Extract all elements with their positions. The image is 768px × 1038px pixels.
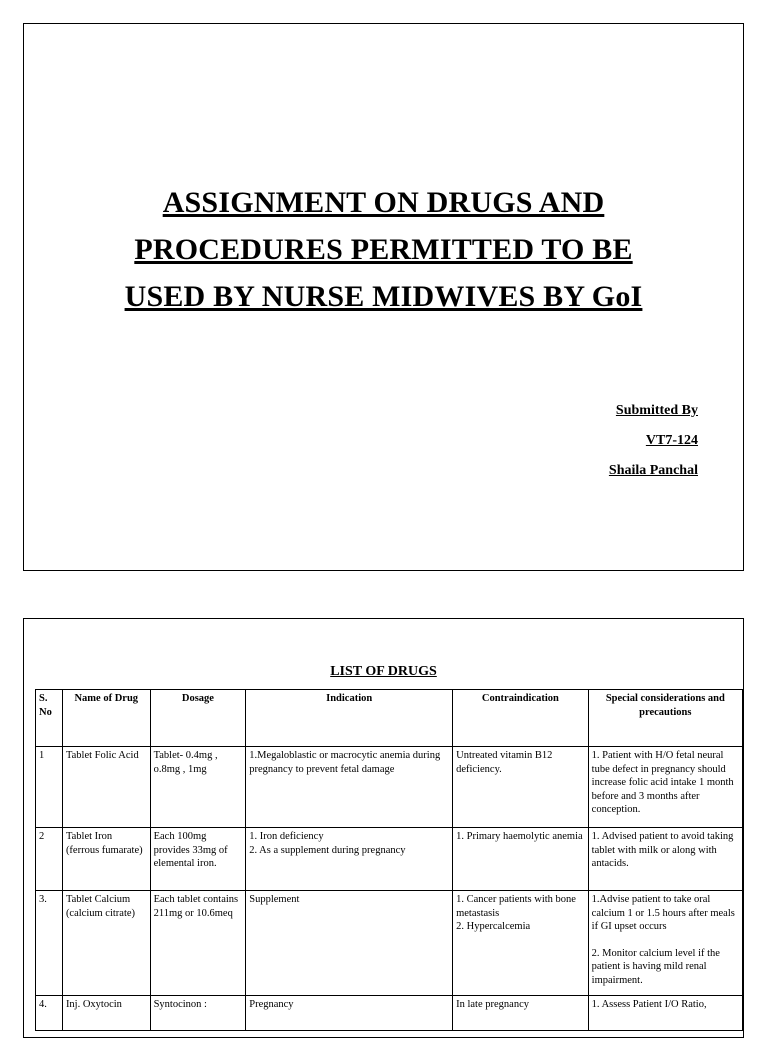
cell-indication: Supplement	[246, 891, 453, 996]
submission-block	[609, 396, 698, 486]
table-header-row	[36, 690, 743, 747]
cell-contraindication: In late pregnancy	[453, 996, 589, 1031]
cell-name: Tablet Folic Acid	[62, 747, 150, 828]
cell-sno: 1	[36, 747, 63, 828]
cell-special	[588, 891, 742, 996]
contraindication-item: 2. Hypercalcemia	[456, 921, 531, 932]
header-name: Name of Drug	[62, 690, 150, 747]
title-line-3: USED BY NURSE MIDWIVES BY GoI	[124, 280, 643, 313]
cell-dosage: Syntocinon :	[150, 996, 246, 1031]
header-dosage: Dosage	[150, 690, 246, 747]
header-special: Special considerations and precautions	[588, 690, 742, 747]
special-item: 2. Monitor calcium level if the patient is having mild renal impairment.	[591, 947, 720, 986]
table-row	[36, 747, 743, 828]
cell-contraindication	[453, 891, 589, 996]
cell-special: 1. Assess Patient I/O Ratio,	[588, 996, 742, 1031]
student-name: Shaila Panchal	[608, 463, 698, 478]
indication-item: 2. As a supplement during pregnancy	[249, 844, 406, 856]
cell-dosage: Tablet- 0.4mg , o.8mg , 1mg	[150, 747, 246, 828]
cell-special: 1. Patient with H/O fetal neural tube defect in pregnancy should increase folic acid intake 1 month before and 3 months after conception.	[588, 747, 742, 828]
table-row	[36, 996, 743, 1031]
cell-contraindication: Untreated vitamin B12 deficiency.	[453, 747, 589, 828]
cell-dosage: Each tablet contains 211mg or 10.6meq	[150, 891, 246, 996]
cell-name: Inj. Oxytocin	[62, 996, 150, 1031]
table-row	[36, 891, 743, 996]
header-sno: S. No	[36, 690, 63, 747]
cell-name: Tablet Calcium (calcium citrate)	[62, 891, 150, 996]
cell-name: Tablet Iron (ferrous fumarate)	[62, 828, 150, 891]
cell-sno: 3.	[36, 891, 63, 996]
drugs-table	[35, 689, 743, 1031]
cell-dosage: Each 100mg provides 33mg of elemental iron.	[150, 828, 246, 891]
cell-contraindication: 1. Primary haemolytic anemia	[453, 828, 589, 891]
roll-number: VT7-124	[645, 433, 698, 448]
title-line-1: ASSIGNMENT ON DRUGS AND	[162, 186, 605, 219]
cell-indication: 1.Megaloblastic or macrocytic anemia during pregnancy to prevent fetal damage	[246, 747, 453, 828]
cover-page	[23, 23, 744, 571]
assignment-title	[24, 179, 743, 320]
cell-sno: 4.	[36, 996, 63, 1031]
cell-sno: 2	[36, 828, 63, 891]
indication-item: 1. Iron deficiency	[249, 831, 324, 842]
list-title: LIST OF DRUGS	[330, 664, 437, 679]
cell-indication: Pregnancy	[246, 996, 453, 1031]
cell-special: 1. Advised patient to avoid taking tablet with milk or along with antacids.	[588, 828, 742, 891]
special-item: 1.Advise patient to take oral calcium 1 or 1.5 hours after meals if GI upset occurs	[591, 894, 735, 932]
submitted-by-label: Submitted By	[615, 403, 698, 418]
table-row	[36, 828, 743, 891]
header-indication: Indication	[246, 690, 453, 747]
title-line-2: PROCEDURES PERMITTED TO BE	[134, 233, 633, 266]
cell-indication	[246, 828, 453, 891]
header-contraindication: Contraindication	[453, 690, 589, 747]
contraindication-item: 1. Cancer patients with bone metastasis	[456, 894, 576, 919]
drug-list-page	[23, 618, 744, 1038]
